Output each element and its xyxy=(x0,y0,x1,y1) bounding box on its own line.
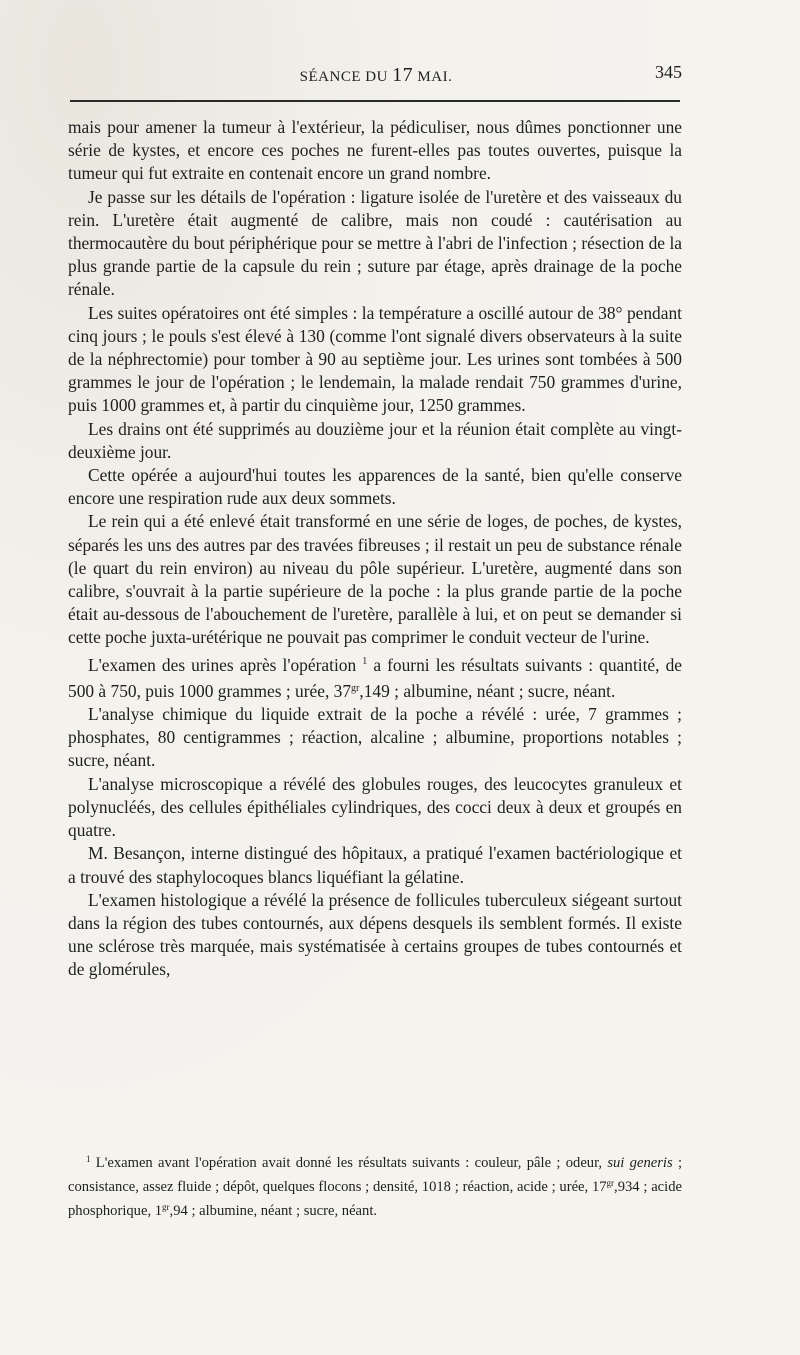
running-title-day: 17 xyxy=(392,64,414,86)
paragraph: Cette opérée a aujourd'hui toutes les apparences de la santé, bien qu'elle conserve encore une respiration rude aux deux sommets. xyxy=(68,465,682,509)
unit-superscript: gr xyxy=(162,1202,170,1212)
paragraph: Les suites opératoires ont été simples : la température a oscillé autour de 38° pendant cinq jours ; le pouls s'est élevé à 130 (comme l'ont signalé divers observateurs à la suite de la néphrectomie) pour tomber à 90 au septième jour. Les urines sont tombées à 500 grammes le jour de l'opération ; le lendemain, la malade rendait 750 grammes d'urine, puis 1000 grammes et, à partir du cinquième jour, 1250 grammes. xyxy=(68,302,682,416)
text-run: ; consistance, assez fluide ; dépôt, quelques flocons ; densité, 1018 ; réaction, acide ; urée, 17 xyxy=(68,1155,682,1195)
paragraph: mais pour amener la tumeur à l'extérieur, la pédiculiser, nous dûmes ponctionner une série de kystes, et encore ces poches ne furent-elles pas toutes ouvertes, puisque la tumeur qui fut extraite en contenait encore un grand nombre. xyxy=(68,117,682,184)
footnotes xyxy=(68,1149,682,1221)
page-number: 345 xyxy=(655,62,682,82)
header-rule xyxy=(70,100,680,102)
running-title xyxy=(70,64,682,87)
paragraph: Les drains ont été supprimés au douzième jour et la réunion était complète au vingt-deuxième jour. xyxy=(68,418,682,462)
paragraph: Le rein qui a été enlevé était transformé en une série de loges, de poches, de kystes, séparés les uns des autres par des travées fibreuses ; il restait un peu de substance rénale (le quart du rein environ) au niveau du pôle supérieur. L'uretère, augmenté dans son calibre, s'ouvrait à la partie supérieure de la poche : la plus grande partie de la poche était au-dessous de l'abouchement de l'uretère, parallèle à lui, et on peut se demander si cette poche juxta-urétérique ne pouvait pas comprimer le conduit vecteur de l'urine. xyxy=(68,511,682,648)
footnote xyxy=(68,1149,682,1221)
paragraph: Je passe sur les détails de l'opération : ligature isolée de l'uretère et des vaisseaux du rein. L'uretère était augmenté de calibre, mais non coudé : cautérisation au thermocautère du bout périphérique pour se mettre à l'abri de l'infection ; résection de la plus grande partie de la capsule du rein ; suture par étage, après drainage de la poche rénale. xyxy=(68,186,682,300)
unit-superscript: gr xyxy=(606,1178,615,1188)
italic-text: sui generis xyxy=(607,1155,673,1171)
footnote-reference: 1 xyxy=(362,655,368,667)
paragraph: L'analyse chimique du liquide extrait de la poche a révélé : urée, 7 grammes ; phosphates, 80 centigrammes ; réaction, alcaline ; albumine, proportions notables ; sucre, néant. xyxy=(68,704,682,771)
body-text xyxy=(68,116,682,982)
text-run: ,149 ; albumine, néant ; sucre, néant. xyxy=(359,680,616,701)
footnote-marker: 1 xyxy=(86,1154,91,1164)
paragraph: L'examen histologique a révélé la présence de follicules tuberculeux siégeant surtout dans la région des tubes contournés, aux dépens desquels ils semblent formés. Il existe une sclérose très marquée, mais systématisée à certains groupes de tubes contournés et de glomérules, xyxy=(68,889,682,980)
paragraph: L'analyse microscopique a révélé des globules rouges, des leucocytes granuleux et polynucléés, des cellules épithéliales cylindriques, des cocci deux à deux et groupés en quatre. xyxy=(68,773,682,841)
running-title-pre: SÉANCE DU xyxy=(299,69,393,85)
text-run: L'examen avant l'opération avait donné les résultats suivants : couleur, pâle ; odeur, xyxy=(90,1155,608,1171)
text-run: ,934 ; acide phosphorique, 1 xyxy=(68,1179,682,1219)
running-title-post: MAI. xyxy=(413,69,453,85)
text-run: ,94 ; albumine, néant ; sucre, néant. xyxy=(169,1203,378,1219)
unit-superscript: gr xyxy=(351,682,360,694)
paragraph-urine-exam xyxy=(68,650,682,703)
text-run: L'examen des urines après l'opération xyxy=(88,654,363,675)
text-run: a fourni les résultats suivants : quantité, de 500 à 750, puis 1000 grammes ; urée, 37 xyxy=(68,654,682,701)
paragraph: M. Besançon, interne distingué des hôpitaux, a pratiqué l'examen bactériologique et a trouvé des staphylocoques blancs liquéfiant la gélatine. xyxy=(68,843,682,887)
page-header xyxy=(70,64,682,94)
